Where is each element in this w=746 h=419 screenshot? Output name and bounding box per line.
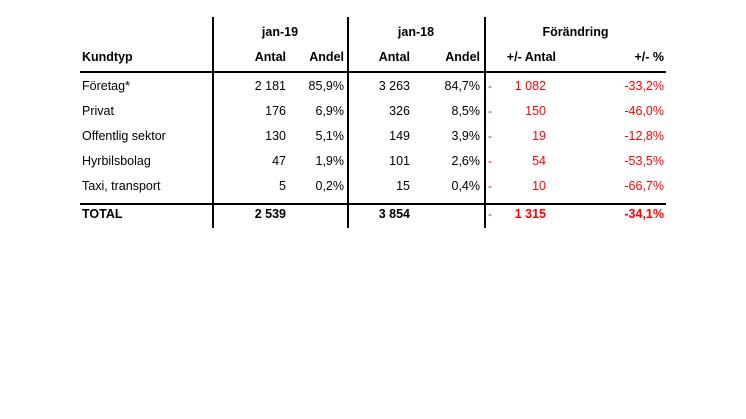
total-antal-jan19: 2 539 — [254, 207, 286, 221]
cell-andel-jan19: 6,9% — [315, 104, 344, 118]
cell-andel-jan19: 5,1% — [315, 129, 344, 143]
rule-above-total — [80, 203, 666, 205]
group-header-jan18: jan-18 — [397, 25, 435, 39]
total-diff-sign: - — [488, 207, 492, 221]
header-andel-jan19: Andel — [309, 50, 344, 64]
cell-diff-antal: 19 — [532, 129, 546, 143]
cell-diff-sign: - — [488, 79, 492, 93]
cell-andel-jan18: 84,7% — [444, 79, 480, 93]
column-divider-jan19 — [212, 17, 214, 228]
header-diff-pct: +/- % — [634, 50, 664, 64]
cell-andel-jan18: 0,4% — [451, 179, 480, 193]
cell-antal-jan19: 5 — [279, 179, 286, 193]
cell-kundtyp: Taxi, transport — [82, 179, 161, 193]
cell-kundtyp: Offentlig sektor — [82, 129, 166, 143]
header-antal-jan18: Antal — [378, 50, 410, 64]
total-label: TOTAL — [82, 207, 123, 221]
cell-diff-sign: - — [488, 154, 492, 168]
header-kundtyp: Kundtyp — [82, 50, 133, 64]
cell-kundtyp: Hyrbilsbolag — [82, 154, 151, 168]
total-diff-pct: -34,1% — [624, 207, 664, 221]
cell-diff-pct: -53,5% — [624, 154, 664, 168]
column-divider-jan18 — [347, 17, 349, 228]
cell-diff-sign: - — [488, 104, 492, 118]
cell-andel-jan18: 3,9% — [451, 129, 480, 143]
cell-diff-pct: -12,8% — [624, 129, 664, 143]
cell-diff-sign: - — [488, 179, 492, 193]
cell-andel-jan19: 85,9% — [308, 79, 344, 93]
cell-andel-jan18: 2,6% — [451, 154, 480, 168]
cell-andel-jan19: 1,9% — [315, 154, 344, 168]
cell-antal-jan18: 149 — [389, 129, 410, 143]
cell-andel-jan18: 8,5% — [451, 104, 480, 118]
cell-diff-antal: 150 — [525, 104, 546, 118]
group-header-jan19: jan-19 — [261, 25, 299, 39]
total-diff-antal: 1 315 — [514, 207, 546, 221]
header-diff-antal: +/- Antal — [506, 50, 556, 64]
group-header-change: Förändring — [542, 25, 609, 39]
cell-diff-pct: -66,7% — [624, 179, 664, 193]
cell-diff-antal: 10 — [532, 179, 546, 193]
cell-antal-jan18: 101 — [389, 154, 410, 168]
cell-kundtyp: Privat — [82, 104, 114, 118]
cell-andel-jan19: 0,2% — [315, 179, 344, 193]
column-divider-change — [484, 17, 486, 228]
cell-diff-antal: 54 — [532, 154, 546, 168]
cell-diff-pct: -46,0% — [624, 104, 664, 118]
cell-antal-jan18: 3 263 — [378, 79, 410, 93]
rule-under-header — [80, 71, 666, 73]
cell-antal-jan18: 15 — [396, 179, 410, 193]
cell-antal-jan19: 176 — [265, 104, 286, 118]
cell-kundtyp: Företag* — [82, 79, 130, 93]
cell-diff-pct: -33,2% — [624, 79, 664, 93]
header-andel-jan18: Andel — [445, 50, 480, 64]
cell-antal-jan19: 2 181 — [254, 79, 286, 93]
cell-antal-jan19: 130 — [265, 129, 286, 143]
cell-antal-jan18: 326 — [389, 104, 410, 118]
cell-diff-antal: 1 082 — [514, 79, 546, 93]
cell-antal-jan19: 47 — [272, 154, 286, 168]
total-antal-jan18: 3 854 — [378, 207, 410, 221]
header-antal-jan19: Antal — [254, 50, 286, 64]
cell-diff-sign: - — [488, 129, 492, 143]
